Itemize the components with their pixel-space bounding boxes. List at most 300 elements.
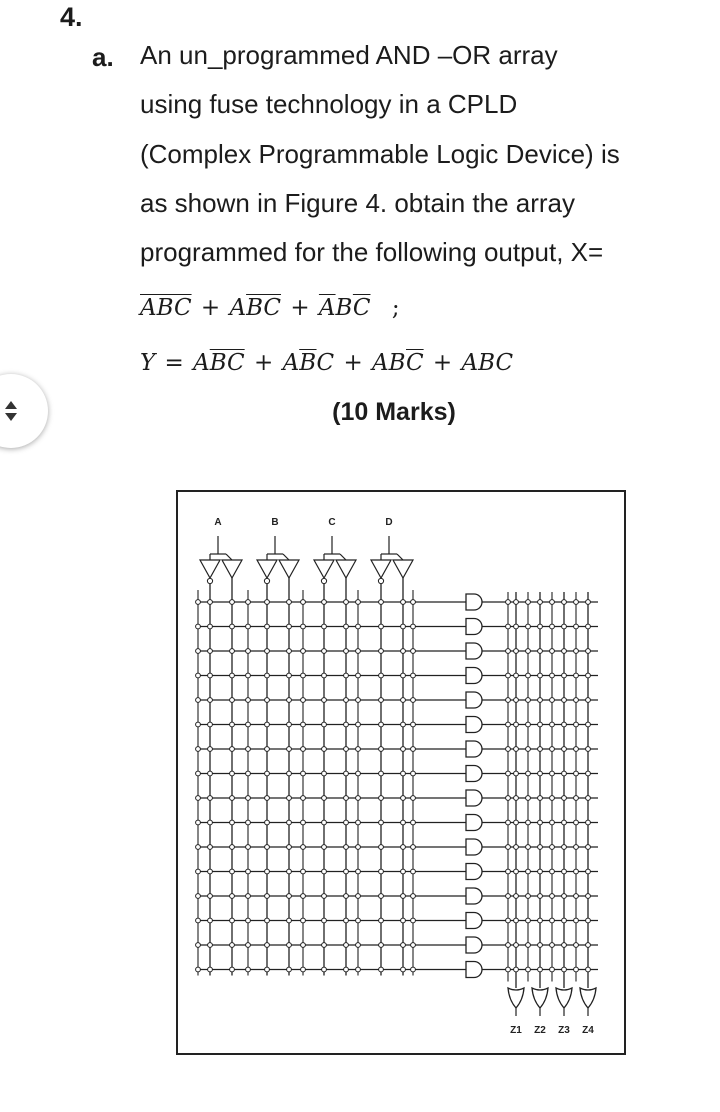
fuse bbox=[230, 845, 235, 850]
fuse bbox=[586, 624, 591, 629]
fuse bbox=[344, 673, 349, 678]
fuse bbox=[379, 943, 384, 948]
inverting-buffer bbox=[314, 560, 334, 578]
inverter-bubble bbox=[378, 578, 383, 583]
equals-sign: = bbox=[164, 350, 184, 376]
fuse bbox=[411, 943, 416, 948]
fuse bbox=[196, 747, 201, 752]
fuse bbox=[401, 894, 406, 899]
fuse bbox=[411, 649, 416, 654]
fuse bbox=[562, 918, 567, 923]
inverter-bubble bbox=[321, 578, 326, 583]
fuse bbox=[526, 673, 531, 678]
fuse bbox=[208, 943, 213, 948]
fuse bbox=[322, 747, 327, 752]
fuse bbox=[356, 624, 361, 629]
fuse bbox=[230, 624, 235, 629]
fuse bbox=[208, 600, 213, 605]
fuse bbox=[586, 649, 591, 654]
input-label-b: B bbox=[271, 517, 279, 528]
fuse bbox=[574, 820, 579, 825]
fuse bbox=[550, 649, 555, 654]
and-gate bbox=[466, 692, 482, 708]
fuse bbox=[301, 869, 306, 874]
fuse bbox=[538, 698, 543, 703]
fuse bbox=[550, 820, 555, 825]
or-gate bbox=[508, 988, 524, 1008]
fuse bbox=[196, 600, 201, 605]
fuse bbox=[574, 600, 579, 605]
fuse bbox=[301, 698, 306, 703]
fuse bbox=[265, 845, 270, 850]
fuse bbox=[411, 698, 416, 703]
fuse bbox=[574, 845, 579, 850]
fuse bbox=[379, 894, 384, 899]
fuse bbox=[562, 698, 567, 703]
fuse bbox=[514, 698, 519, 703]
inverter-bubble bbox=[264, 578, 269, 583]
fuse bbox=[265, 967, 270, 972]
fuse bbox=[538, 845, 543, 850]
fuse bbox=[322, 600, 327, 605]
fuse bbox=[356, 845, 361, 850]
fuse bbox=[379, 820, 384, 825]
fuse bbox=[562, 869, 567, 874]
x-terminator: ; bbox=[391, 295, 400, 321]
fuse bbox=[586, 796, 591, 801]
fuse bbox=[287, 624, 292, 629]
fuse bbox=[411, 771, 416, 776]
and-gate bbox=[466, 864, 482, 880]
fuse bbox=[287, 820, 292, 825]
fuse bbox=[586, 673, 591, 678]
fuse bbox=[550, 943, 555, 948]
and-gate bbox=[466, 913, 482, 929]
fuse bbox=[246, 967, 251, 972]
buffer-feed bbox=[340, 554, 346, 560]
fuse bbox=[550, 796, 555, 801]
fuse bbox=[208, 796, 213, 801]
fuse bbox=[208, 845, 213, 850]
fuse bbox=[287, 600, 292, 605]
fuse bbox=[322, 649, 327, 654]
fuse bbox=[526, 771, 531, 776]
question-line-2: using fuse technology in a CPLD bbox=[140, 89, 518, 119]
fuse bbox=[562, 747, 567, 752]
fuse bbox=[411, 673, 416, 678]
fuse bbox=[526, 918, 531, 923]
fuse bbox=[401, 869, 406, 874]
fuse bbox=[526, 624, 531, 629]
fuse bbox=[401, 943, 406, 948]
fuse bbox=[586, 967, 591, 972]
fuse bbox=[322, 624, 327, 629]
fuse bbox=[514, 845, 519, 850]
fuse bbox=[356, 747, 361, 752]
fuse bbox=[514, 600, 519, 605]
fuse bbox=[562, 894, 567, 899]
fuse bbox=[526, 747, 531, 752]
marks-label: (10 Marks) bbox=[332, 398, 456, 426]
fuse bbox=[208, 771, 213, 776]
fuse bbox=[230, 796, 235, 801]
fuse bbox=[550, 673, 555, 678]
fuse bbox=[379, 845, 384, 850]
inverting-buffer bbox=[257, 560, 277, 578]
fuse bbox=[562, 600, 567, 605]
fuse bbox=[411, 894, 416, 899]
question-line-1: An un_programmed AND –OR array bbox=[140, 40, 558, 70]
fuse bbox=[301, 845, 306, 850]
fuse bbox=[562, 771, 567, 776]
fuse bbox=[550, 624, 555, 629]
fuse bbox=[322, 722, 327, 727]
fuse bbox=[586, 943, 591, 948]
fuse bbox=[514, 771, 519, 776]
fuse bbox=[196, 967, 201, 972]
fuse bbox=[344, 967, 349, 972]
fuse bbox=[574, 649, 579, 654]
fuse bbox=[526, 649, 531, 654]
fuse bbox=[246, 649, 251, 654]
fuse bbox=[514, 796, 519, 801]
fuse bbox=[538, 722, 543, 727]
and-gate bbox=[466, 643, 482, 659]
fuse bbox=[196, 796, 201, 801]
fuse bbox=[411, 820, 416, 825]
fuse bbox=[356, 722, 361, 727]
fuse bbox=[550, 747, 555, 752]
fuse bbox=[344, 600, 349, 605]
fuse bbox=[538, 624, 543, 629]
fuse bbox=[208, 722, 213, 727]
fuse bbox=[550, 918, 555, 923]
fuse bbox=[514, 722, 519, 727]
fuse bbox=[538, 747, 543, 752]
fuse bbox=[196, 918, 201, 923]
y-term-3: $AB\overline{C}$ bbox=[372, 350, 424, 376]
fuse bbox=[246, 796, 251, 801]
fuse bbox=[506, 649, 511, 654]
buffer-feed bbox=[283, 554, 289, 560]
fuse bbox=[230, 673, 235, 678]
fuse bbox=[230, 771, 235, 776]
y-label: Y bbox=[140, 350, 156, 376]
fuse bbox=[344, 796, 349, 801]
fuse bbox=[356, 967, 361, 972]
fuse bbox=[562, 967, 567, 972]
fuse bbox=[574, 869, 579, 874]
fuse bbox=[550, 771, 555, 776]
fuse bbox=[287, 722, 292, 727]
fuse bbox=[514, 624, 519, 629]
question-line-5: programmed for the following output, X= bbox=[140, 237, 604, 267]
fuse bbox=[538, 771, 543, 776]
fuse bbox=[526, 869, 531, 874]
fuse bbox=[265, 698, 270, 703]
fuse bbox=[301, 673, 306, 678]
fuse bbox=[379, 673, 384, 678]
fuse bbox=[538, 869, 543, 874]
fuse bbox=[379, 722, 384, 727]
fuse bbox=[514, 869, 519, 874]
fuse bbox=[208, 649, 213, 654]
fuse bbox=[401, 722, 406, 727]
y-term-1: $A\overline{BC}$ bbox=[193, 350, 245, 376]
fuse bbox=[344, 747, 349, 752]
and-gate bbox=[466, 937, 482, 953]
fuse bbox=[550, 722, 555, 727]
inverting-buffer bbox=[371, 560, 391, 578]
fuse bbox=[265, 771, 270, 776]
up-down-arrows-icon bbox=[4, 400, 18, 422]
fuse bbox=[196, 771, 201, 776]
input-label-c: C bbox=[328, 517, 336, 528]
and-or-array-svg bbox=[178, 492, 628, 1057]
fuse bbox=[344, 869, 349, 874]
fuse bbox=[230, 820, 235, 825]
fuse bbox=[287, 747, 292, 752]
fuse bbox=[506, 869, 511, 874]
fuse bbox=[344, 649, 349, 654]
fuse bbox=[574, 918, 579, 923]
fuse bbox=[562, 820, 567, 825]
question-line-4: as shown in Figure 4. obtain the array bbox=[140, 188, 576, 218]
fuse bbox=[550, 894, 555, 899]
fuse bbox=[401, 673, 406, 678]
fuse bbox=[514, 943, 519, 948]
fuse bbox=[265, 918, 270, 923]
fuse bbox=[301, 796, 306, 801]
fuse bbox=[538, 820, 543, 825]
fuse bbox=[379, 771, 384, 776]
fuse bbox=[322, 820, 327, 825]
fuse bbox=[246, 894, 251, 899]
fuse bbox=[246, 918, 251, 923]
fuse bbox=[322, 771, 327, 776]
buffer bbox=[393, 560, 413, 578]
fuse bbox=[574, 722, 579, 727]
fuse bbox=[379, 624, 384, 629]
output-label-z4: Z4 bbox=[582, 1025, 594, 1036]
fuse bbox=[574, 967, 579, 972]
fuse bbox=[514, 820, 519, 825]
fuse bbox=[411, 747, 416, 752]
buffer bbox=[222, 560, 242, 578]
fuse bbox=[301, 918, 306, 923]
fuse bbox=[562, 722, 567, 727]
fuse bbox=[196, 894, 201, 899]
or-gate bbox=[556, 988, 572, 1008]
fuse bbox=[411, 624, 416, 629]
fuse bbox=[322, 894, 327, 899]
and-gate bbox=[466, 790, 482, 806]
fuse bbox=[208, 894, 213, 899]
fuse bbox=[196, 698, 201, 703]
fuse bbox=[301, 722, 306, 727]
fuse bbox=[379, 600, 384, 605]
fuse bbox=[196, 673, 201, 678]
fuse bbox=[356, 698, 361, 703]
fuse bbox=[287, 943, 292, 948]
fuse bbox=[287, 771, 292, 776]
fuse bbox=[550, 869, 555, 874]
fuse bbox=[379, 869, 384, 874]
plus-sign: + bbox=[432, 350, 453, 376]
fuse bbox=[208, 918, 213, 923]
fuse bbox=[538, 918, 543, 923]
fuse bbox=[344, 918, 349, 923]
fuse bbox=[322, 967, 327, 972]
x-term-2: $A\overline{BC}$ bbox=[229, 295, 282, 321]
fuse bbox=[562, 649, 567, 654]
fuse bbox=[562, 673, 567, 678]
fuse bbox=[265, 796, 270, 801]
fuse bbox=[230, 943, 235, 948]
fuse bbox=[401, 600, 406, 605]
plus-sign: + bbox=[200, 295, 221, 321]
fuse bbox=[287, 967, 292, 972]
fuse bbox=[401, 624, 406, 629]
fuse bbox=[301, 943, 306, 948]
and-gate bbox=[466, 741, 482, 757]
fuse bbox=[562, 943, 567, 948]
fuse bbox=[230, 600, 235, 605]
fuse bbox=[265, 869, 270, 874]
fuse bbox=[196, 649, 201, 654]
fuse bbox=[506, 698, 511, 703]
fuse bbox=[526, 943, 531, 948]
plus-sign: + bbox=[290, 295, 310, 321]
fuse bbox=[265, 820, 270, 825]
fuse bbox=[574, 698, 579, 703]
fuse bbox=[538, 673, 543, 678]
fuse bbox=[411, 967, 416, 972]
fuse bbox=[246, 698, 251, 703]
fuse bbox=[196, 820, 201, 825]
fuse bbox=[562, 796, 567, 801]
fuse bbox=[344, 943, 349, 948]
and-gate bbox=[466, 619, 482, 635]
input-label-d: D bbox=[385, 517, 393, 528]
fuse bbox=[506, 820, 511, 825]
fuse bbox=[506, 894, 511, 899]
or-gate bbox=[580, 988, 596, 1008]
fuse bbox=[506, 771, 511, 776]
input-label-a: A bbox=[214, 517, 222, 528]
fuse bbox=[265, 943, 270, 948]
fuse bbox=[526, 820, 531, 825]
fuse bbox=[246, 722, 251, 727]
fuse bbox=[230, 967, 235, 972]
fuse bbox=[514, 673, 519, 678]
fuse bbox=[356, 869, 361, 874]
inverting-buffer bbox=[200, 560, 220, 578]
fuse bbox=[265, 624, 270, 629]
buffer-feed bbox=[397, 554, 403, 560]
fuse bbox=[506, 747, 511, 752]
fuse bbox=[208, 698, 213, 703]
fuse bbox=[246, 673, 251, 678]
scroll-handle[interactable] bbox=[0, 374, 48, 448]
fuse bbox=[574, 771, 579, 776]
fuse bbox=[356, 918, 361, 923]
fuse bbox=[356, 673, 361, 678]
and-gate bbox=[466, 962, 482, 978]
fuse bbox=[246, 845, 251, 850]
fuse bbox=[550, 600, 555, 605]
fuse bbox=[287, 918, 292, 923]
y-equation bbox=[140, 350, 513, 376]
fuse bbox=[196, 943, 201, 948]
fuse bbox=[230, 918, 235, 923]
fuse bbox=[506, 673, 511, 678]
fuse bbox=[574, 894, 579, 899]
output-label-z3: Z3 bbox=[558, 1025, 570, 1036]
fuse bbox=[506, 943, 511, 948]
fuse bbox=[344, 722, 349, 727]
fuse bbox=[287, 698, 292, 703]
fuse bbox=[246, 624, 251, 629]
y-term-2: $A\overline{B}C$ bbox=[282, 350, 335, 376]
fuse bbox=[344, 624, 349, 629]
fuse bbox=[526, 845, 531, 850]
fuse bbox=[562, 624, 567, 629]
fuse bbox=[379, 796, 384, 801]
fuse bbox=[526, 600, 531, 605]
fuse bbox=[322, 918, 327, 923]
fuse bbox=[538, 943, 543, 948]
fuse bbox=[265, 747, 270, 752]
fuse bbox=[514, 649, 519, 654]
fuse bbox=[287, 869, 292, 874]
fuse bbox=[506, 624, 511, 629]
fuse bbox=[208, 820, 213, 825]
fuse bbox=[526, 698, 531, 703]
fuse bbox=[287, 796, 292, 801]
fuse bbox=[379, 967, 384, 972]
fuse bbox=[550, 698, 555, 703]
fuse bbox=[401, 771, 406, 776]
fuse bbox=[322, 869, 327, 874]
fuse bbox=[265, 600, 270, 605]
fuse bbox=[265, 894, 270, 899]
buffer-feed bbox=[226, 554, 232, 560]
fuse bbox=[411, 918, 416, 923]
fuse bbox=[196, 845, 201, 850]
buffer bbox=[279, 560, 299, 578]
fuse bbox=[586, 747, 591, 752]
y-term-4: ABC bbox=[461, 350, 514, 376]
fuse bbox=[301, 820, 306, 825]
fuse bbox=[301, 600, 306, 605]
fuse bbox=[196, 624, 201, 629]
fuse bbox=[208, 673, 213, 678]
fuse bbox=[574, 673, 579, 678]
fuse bbox=[401, 918, 406, 923]
fuse bbox=[411, 600, 416, 605]
fuse bbox=[246, 747, 251, 752]
and-gate bbox=[466, 594, 482, 610]
fuse bbox=[514, 894, 519, 899]
fuse bbox=[356, 771, 361, 776]
fuse bbox=[301, 624, 306, 629]
fuse bbox=[246, 600, 251, 605]
fuse bbox=[246, 943, 251, 948]
fuse bbox=[538, 894, 543, 899]
x-equation bbox=[140, 295, 402, 321]
fuse bbox=[379, 649, 384, 654]
